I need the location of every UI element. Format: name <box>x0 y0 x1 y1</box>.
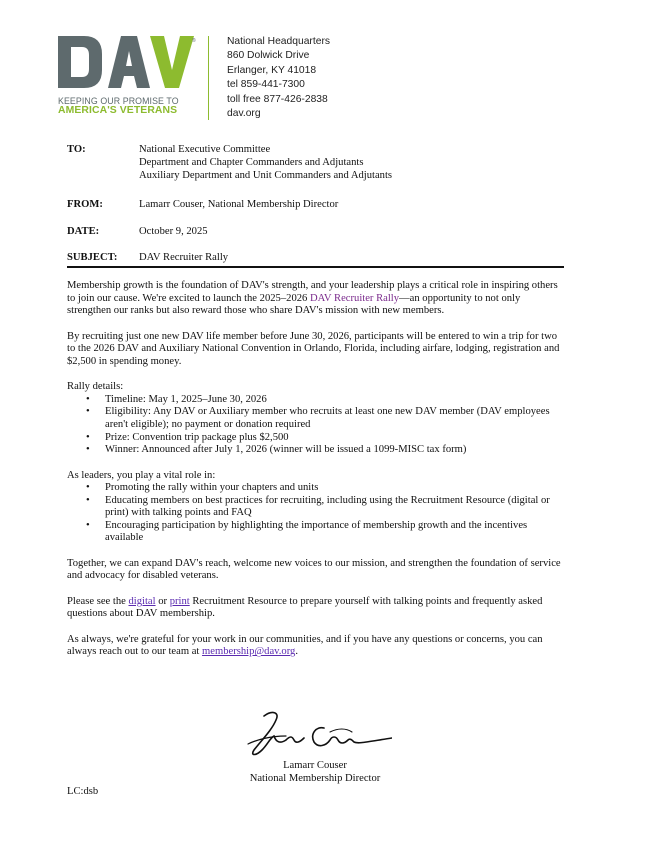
from-value: Lamarr Couser, National Membership Director <box>139 199 339 210</box>
date-label: DATE: <box>67 226 100 237</box>
list-item: • Encouraging participation by highlighting the importance of membership growth and the incentives available <box>105 520 567 545</box>
tagline-line-2: AMERICA'S VETERANS <box>58 105 178 116</box>
subject-value: DAV Recruiter Rally <box>139 252 229 263</box>
date-value: October 9, 2025 <box>139 226 208 237</box>
from-label: FROM: <box>67 199 103 210</box>
signer-title: National Membership Director <box>249 773 381 784</box>
resources-or: or <box>155 595 170 607</box>
list-item: • Timeline: May 1, 2025–June 30, 2026 <box>105 394 567 407</box>
list-item: • Promoting the rally within your chapters and units <box>105 482 567 495</box>
to-line: National Executive Committee <box>139 144 271 155</box>
resources-text-cont: Recruitment Resource to prepare yourself with talking points and frequently asked questions about DAV membership. <box>67 595 543 620</box>
closing-period: . <box>295 646 298 658</box>
letterhead-divider <box>208 36 209 120</box>
address-line: tel 859-441-7300 <box>227 79 305 91</box>
logo-tagline <box>58 96 208 116</box>
address-line: toll free 877-426-2838 <box>227 93 328 105</box>
signer-name: Lamarr Couser <box>283 760 347 771</box>
memo-body <box>67 280 567 672</box>
paragraph-resources <box>67 596 567 621</box>
dav-logo-mark <box>58 36 198 90</box>
subject-rule <box>67 266 564 268</box>
leaders-heading: As leaders, you play a vital role in: <box>67 469 216 481</box>
address-line: 860 Dolwick Drive <box>227 50 310 62</box>
handwritten-signature <box>246 706 392 760</box>
closing-text: As always, we're grateful for your work in our communities, and if you have any questions or concerns, you can always reach out to our team at <box>67 633 543 658</box>
address-line: National Headquarters <box>227 36 331 47</box>
intro-text-cont: —an opportunity to not only strengthen our ranks but also reward those who share DAV's mission with new members. <box>67 292 521 317</box>
print-link[interactable]: print <box>169 595 190 607</box>
rally-details-heading: Rally details: <box>67 381 124 393</box>
to-line: Auxiliary Department and Unit Commanders and Adjutants <box>139 170 393 181</box>
leaders-list <box>67 482 567 545</box>
paragraph-prize: By recruiting just one new DAV life member before June 30, 2026, participants will be entered to win a trip for two to the 2026 DAV and Auxiliary National Convention in Orlando, Florida, including airfare, lodging, registration and $2,500 in spending money. <box>67 330 560 367</box>
paragraph-closing <box>67 634 567 659</box>
typist-initials: LC:dsb <box>67 786 99 797</box>
address-line: dav.org <box>227 108 261 120</box>
resources-text: Please see the <box>67 595 129 607</box>
recruiter-rally-highlight: DAV Recruiter Rally <box>309 292 400 304</box>
digital-link[interactable]: digital <box>128 595 156 607</box>
to-label: TO: <box>67 144 86 155</box>
paragraph-intro <box>67 280 567 318</box>
svg-text:®: ® <box>192 38 196 44</box>
to-line: Department and Chapter Commanders and Adjutants <box>139 157 364 168</box>
intro-text: Membership growth is the foundation of DAV's strength, and your leadership plays a critical role in inspiring others to join our cause. We're excited to launch the 2025–2026 <box>67 280 558 304</box>
rally-details-list <box>67 394 567 457</box>
subject-label: SUBJECT: <box>67 252 118 263</box>
list-item: • Eligibility: Any DAV or Auxiliary member who recruits at least one new DAV member (DAV employees aren't eligible); no payment or donation required <box>105 406 567 431</box>
tagline-line-1: KEEPING OUR PROMISE TO <box>58 96 179 106</box>
hq-address-block <box>227 35 330 121</box>
paragraph-together: Together, we can expand DAV's reach, welcome new voices to our mission, and strengthen the foundation of service and advocacy for disabled veterans. <box>67 557 561 582</box>
membership-email-link[interactable]: membership@dav.org <box>202 646 296 658</box>
list-item: • Educating members on best practices for recruiting, including using the Recruitment Resource (digital or print) with talking points and FAQ <box>105 495 567 520</box>
list-item: • Winner: Announced after July 1, 2026 (winner will be issued a 1099-MISC tax form) <box>105 444 567 457</box>
address-line: Erlanger, KY 41018 <box>227 64 317 76</box>
list-item: • Prize: Convention trip package plus $2,500 <box>105 432 567 445</box>
